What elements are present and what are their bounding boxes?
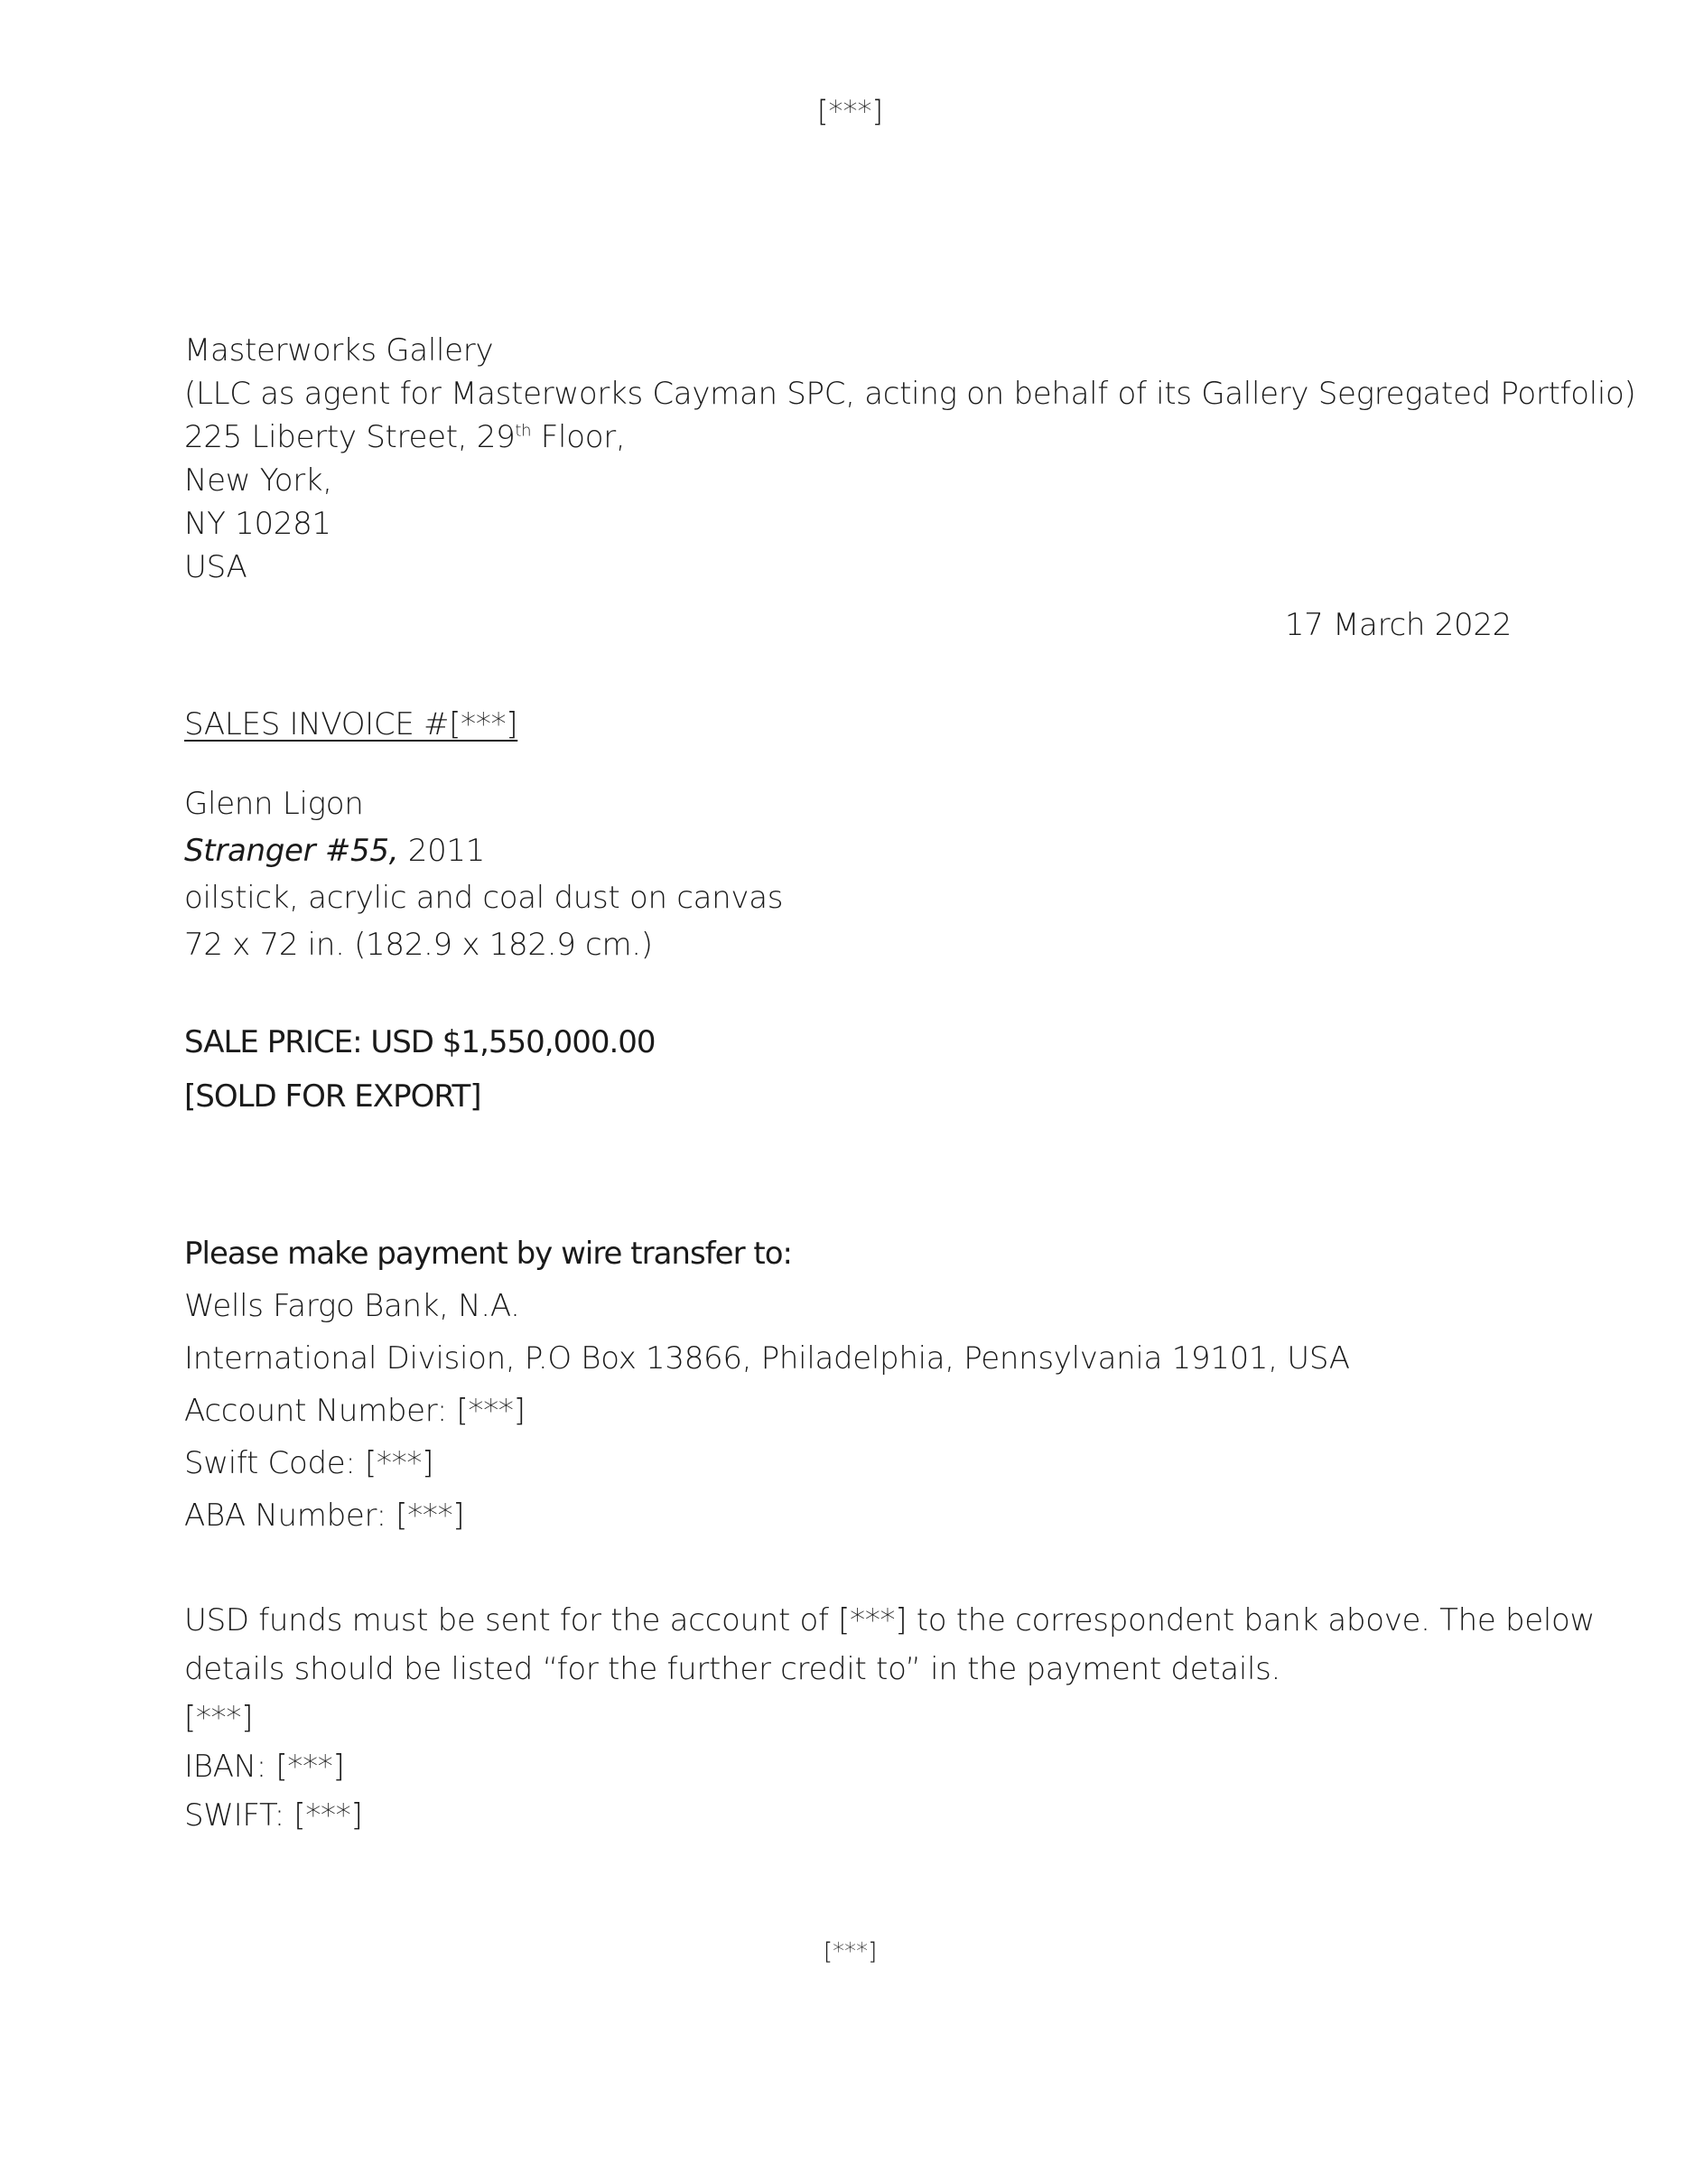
- artwork-dimensions: 72 x 72 in. (182.9 x 182.9 cm.): [184, 927, 653, 963]
- sale-price: SALE PRICE: USD $1,550,000.00: [184, 1024, 656, 1060]
- iban: IBAN: [***]: [184, 1749, 345, 1785]
- recipient-city: New York,: [184, 462, 332, 499]
- recipient-street: 225 Liberty Street, 29th Floor,: [184, 419, 626, 455]
- aba-number: ABA Number: [***]: [184, 1498, 465, 1534]
- instructions-line-1: USD funds must be sent for the account of [***] to the correspondent bank above. The below: [184, 1602, 1596, 1638]
- header-redaction-mark: [***]: [817, 94, 883, 128]
- recipient-country: USA: [184, 549, 247, 585]
- bank-name: Wells Fargo Bank, N.A.: [184, 1288, 520, 1324]
- invoice-date: 17 March 2022: [1284, 607, 1512, 643]
- invoice-title: SALES INVOICE #[***]: [184, 706, 518, 742]
- instructions-line-2: details should be listed “for the further credit to” in the payment details.: [184, 1651, 1281, 1687]
- recipient-name: Masterworks Gallery: [184, 332, 494, 369]
- account-number: Account Number: [***]: [184, 1393, 526, 1429]
- footer-redaction-mark: [***]: [824, 1938, 878, 1965]
- beneficiary-redacted: [***]: [184, 1700, 254, 1736]
- bank-address: International Division, P.O Box 13866, Philadelphia, Pennsylvania 19101, USA: [184, 1340, 1350, 1377]
- export-note: [SOLD FOR EXPORT]: [184, 1078, 481, 1115]
- artist-name: Glenn Ligon: [184, 786, 364, 822]
- payment-heading: Please make payment by wire transfer to:: [184, 1236, 792, 1272]
- artwork-title: Stranger #55, 2011: [184, 833, 486, 869]
- swift-code: Swift Code: [***]: [184, 1445, 434, 1481]
- artwork-medium: oilstick, acrylic and coal dust on canvas: [184, 880, 784, 916]
- swift: SWIFT: [***]: [184, 1797, 363, 1834]
- recipient-agency: (LLC as agent for Masterworks Cayman SPC, acting on behalf of its Gallery Segregated Portfolio): [184, 376, 1636, 412]
- recipient-state-zip: NY 10281: [184, 506, 331, 542]
